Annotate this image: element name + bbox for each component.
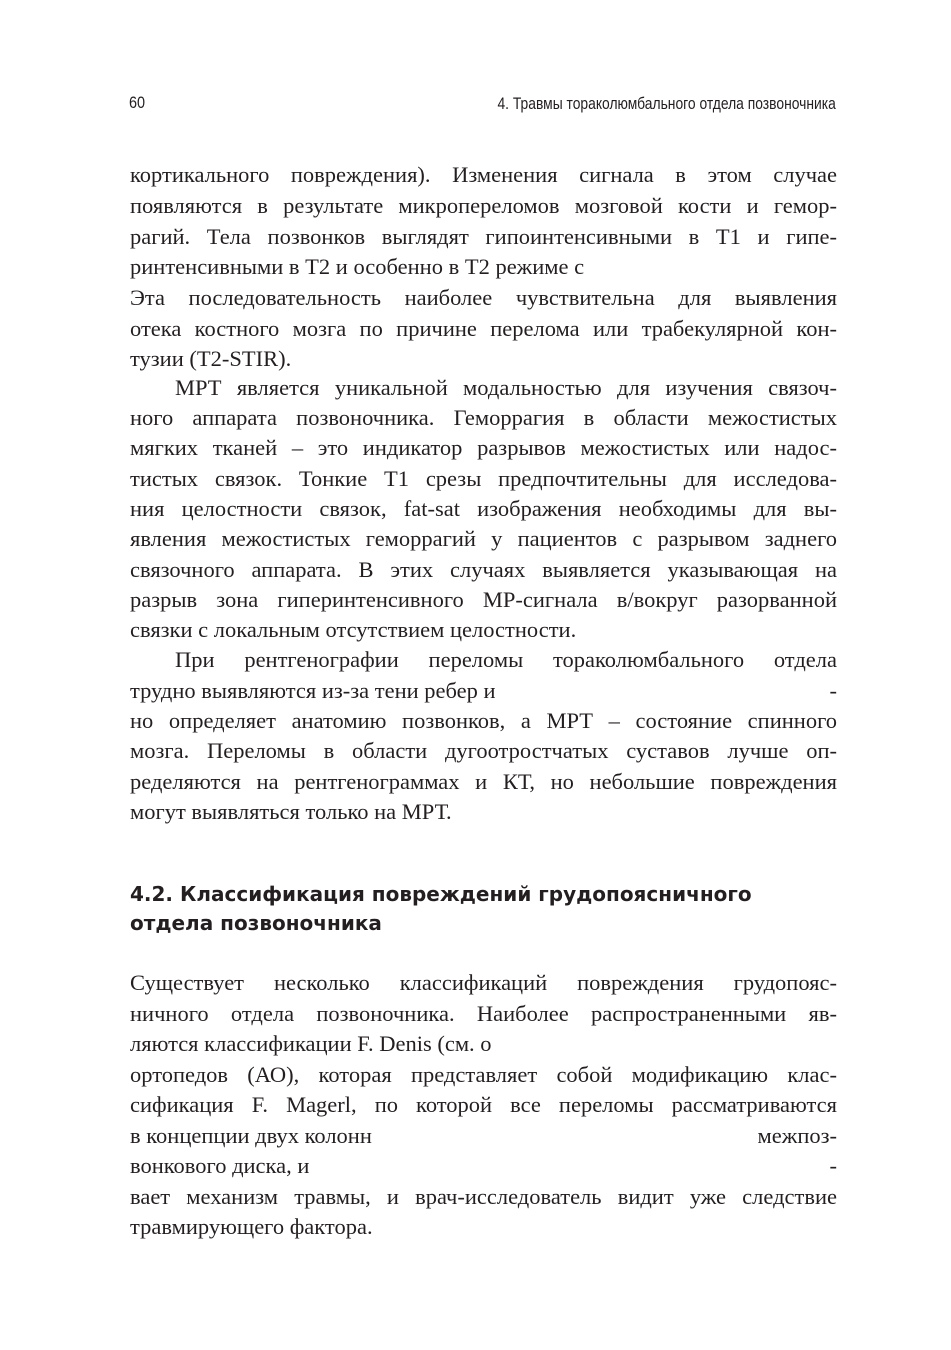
- body-line: При рентгенографии переломы тораколюмбального отдела: [175, 647, 837, 672]
- body-line: тистых связок. Тонкие Т1 срезы предпочтительны для исследова-: [130, 466, 837, 491]
- section-heading: 4.2. Классификация повреждений грудопоясничного: [130, 882, 752, 906]
- body-line: связочного аппарата. В этих случаях выявляется указывающая на: [130, 557, 837, 582]
- body-line: могут выявляться только на МРТ.: [130, 799, 452, 824]
- hyphen-fragment: -: [829, 1153, 837, 1178]
- body-line-fragment: трудно выявляются из-за тени ребер и: [130, 678, 496, 703]
- body-line: разрыв зона гиперинтенсивного МР-сигнала в/вокруг разорванной: [130, 587, 837, 612]
- page-number: 60: [129, 93, 146, 112]
- body-line-fragment: вонкового диска, и: [130, 1153, 310, 1178]
- body-line: [130, 677, 837, 705]
- body-line: рагий. Тела позвонков выглядят гипоинтенсивными в Т1 и гипе-: [130, 224, 837, 249]
- hyphen-fragment: -: [829, 678, 837, 703]
- body-line: но определяет анатомию позвонков, а МРТ – состояние спинного: [130, 708, 837, 733]
- body-line: ния целостности связок, fat-sat изображения необходимы для вы-: [130, 496, 837, 521]
- body-line-fragment: в концепции двух колонн: [130, 1123, 372, 1148]
- body-line: мозга. Переломы в области дугоотростчатых суставов лучше оп-: [130, 738, 837, 763]
- body-line-fragment: межпоз-: [757, 1123, 837, 1148]
- body-line: ортопедов (АО), которая представляет собой модификацию клас-: [130, 1062, 837, 1087]
- body-line: ного аппарата позвоночника. Геморрагия в области межостистых: [130, 405, 837, 430]
- running-header: 4. Травмы тораколюмбального отдела позвоночника: [497, 95, 836, 113]
- body-line: вает механизм травмы, и врач-исследователь видит уже следствие: [130, 1184, 837, 1209]
- body-line: Существует несколько классификаций повреждения грудопояс-: [130, 970, 837, 995]
- body-line: [130, 1152, 837, 1180]
- body-line: ничного отдела позвоночника. Наиболее распространенными яв-: [130, 1001, 837, 1026]
- body-line: травмирующего фактора.: [130, 1214, 373, 1239]
- body-line: отека костного мозга по причине перелома или трабекулярной кон-: [130, 316, 837, 341]
- body-line: [130, 1122, 837, 1150]
- section-heading: отдела позвоночника: [130, 911, 382, 935]
- body-line: ринтенсивными в Т2 и особенно в Т2 режиме с: [130, 254, 585, 279]
- body-line: тузии (T2-STIR).: [130, 346, 292, 371]
- body-line: сификация F. Magerl, по которой все переломы рассматриваются: [130, 1092, 837, 1117]
- body-line: связки с локальным отсутствием целостности.: [130, 617, 577, 642]
- body-line: ляются классификации F. Denis (см. о: [130, 1031, 492, 1056]
- body-line: Эта последовательность наиболее чувствительна для выявления: [130, 285, 837, 310]
- body-line: явления межостистых геморрагий у пациентов с разрывом заднего: [130, 526, 837, 551]
- body-line: появляются в результате микропереломов мозговой кости и гемор-: [130, 193, 837, 218]
- body-line: МРТ является уникальной модальностью для изучения связоч-: [175, 375, 837, 400]
- body-line: мягких тканей – это индикатор разрывов межостистых или надос-: [130, 435, 837, 460]
- body-line: ределяются на рентгенограммах и КТ, но небольшие повреждения: [130, 769, 837, 794]
- body-line: кортикального повреждения). Изменения сигнала в этом случае: [130, 162, 837, 187]
